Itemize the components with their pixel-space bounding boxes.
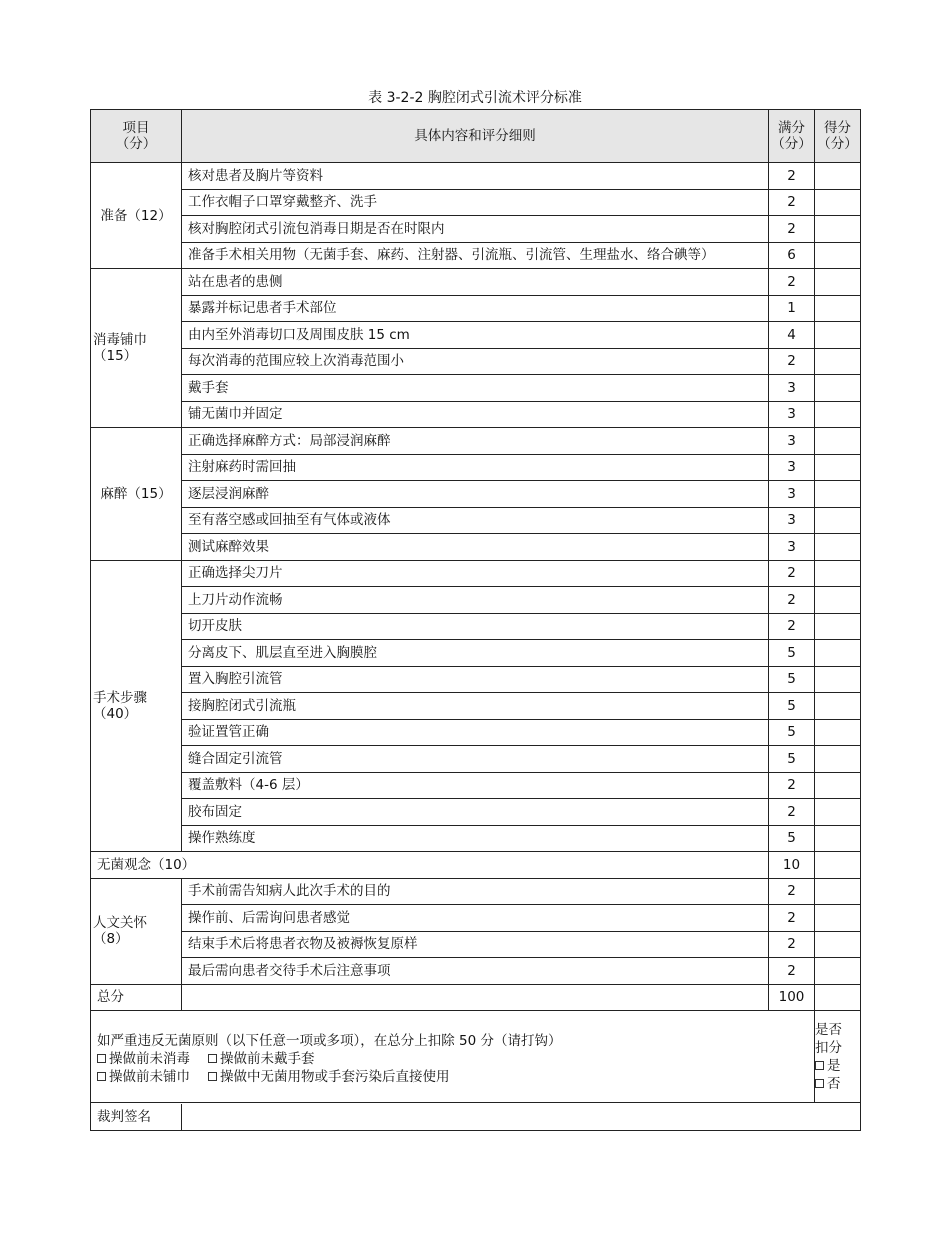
score-input-cell[interactable] (815, 640, 861, 667)
violation-options-line (97, 1050, 808, 1068)
criterion-text: 置入胸腔引流管 (182, 666, 769, 693)
score-input-cell[interactable] (815, 375, 861, 402)
full-score: 2 (769, 163, 815, 190)
full-score: 2 (769, 269, 815, 296)
header-content: 具体内容和评分细则 (182, 110, 769, 163)
judge-signature-field[interactable] (181, 1104, 860, 1130)
full-score: 2 (769, 878, 815, 905)
criterion-text: 站在患者的患侧 (182, 269, 769, 296)
table-row (91, 825, 861, 852)
criterion-text: 戴手套 (182, 375, 769, 402)
full-score: 5 (769, 825, 815, 852)
category-label: 麻醉（15） (100, 485, 172, 502)
category-label: 人文关怀（8） (93, 915, 147, 947)
violation-option[interactable] (208, 1069, 450, 1085)
criterion-text: 正确选择尖刀片 (182, 560, 769, 587)
criterion-text: 接胸腔闭式引流瓶 (182, 693, 769, 720)
full-score: 6 (769, 242, 815, 269)
criterion-text: 逐层浸润麻醉 (182, 481, 769, 508)
full-score: 5 (769, 666, 815, 693)
scoring-table (90, 109, 861, 1131)
header-row (91, 110, 861, 163)
criterion-text: 验证置管正确 (182, 719, 769, 746)
full-score: 2 (769, 587, 815, 614)
total-label: 总分 (91, 984, 182, 1011)
criterion-text: 胶布固定 (182, 799, 769, 826)
full-score: 2 (769, 931, 815, 958)
checkbox-icon[interactable] (815, 1061, 824, 1070)
table-caption: 表 3-2-2 胸腔闭式引流术评分标准 (368, 90, 582, 106)
criterion-text: 至有落空感或回抽至有气体或液体 (182, 507, 769, 534)
criterion-text: 核对患者及胸片等资料 (182, 163, 769, 190)
checkbox-icon[interactable] (208, 1054, 217, 1063)
criterion-text: 每次消毒的范围应较上次消毒范围小 (182, 348, 769, 375)
table-row (91, 905, 861, 932)
score-input-cell[interactable] (815, 454, 861, 481)
deduct-option-yes[interactable] (815, 1057, 860, 1075)
full-score: 2 (769, 958, 815, 985)
category-cell (91, 163, 182, 269)
violation-option-label: 操做前未消毒 (109, 1050, 190, 1067)
table-row (91, 454, 861, 481)
score-input-cell[interactable] (815, 746, 861, 773)
total-row (91, 984, 861, 1011)
criterion-text: 手术前需告知病人此次手术的目的 (182, 878, 769, 905)
full-score-total: 100 (769, 984, 815, 1011)
checkbox-icon[interactable] (97, 1072, 106, 1081)
score-input-cell[interactable] (815, 507, 861, 534)
full-score: 5 (769, 640, 815, 667)
score-input-cell[interactable] (815, 428, 861, 455)
criterion-text: 暴露并标记患者手术部位 (182, 295, 769, 322)
deduct-cell (815, 1011, 861, 1103)
table-row (91, 295, 861, 322)
score-input-cell[interactable] (815, 852, 861, 879)
aseptic-label: 无菌观念（10） (91, 852, 769, 879)
criterion-text: 准备手术相关用物（无菌手套、麻药、注射器、引流瓶、引流管、生理盐水、络合碘等） (182, 242, 769, 269)
criterion-text: 操作前、后需询问患者感觉 (182, 905, 769, 932)
violation-option[interactable] (97, 1069, 190, 1085)
score-input-cell[interactable] (815, 905, 861, 932)
header-score: 得分 （分） (815, 110, 861, 163)
violation-row (91, 1011, 861, 1103)
score-input-cell[interactable] (815, 534, 861, 561)
score-input-cell[interactable] (815, 560, 861, 587)
category-label: 手术步骤（40） (93, 689, 147, 722)
full-score: 5 (769, 746, 815, 773)
category-cell (91, 269, 182, 428)
full-score: 3 (769, 428, 815, 455)
deduct-option-label: 是 (827, 1057, 841, 1074)
table-row (91, 560, 861, 587)
score-input-cell[interactable] (815, 825, 861, 852)
deduct-option-no[interactable] (815, 1075, 860, 1093)
violation-options-line (97, 1068, 808, 1086)
score-input-cell[interactable] (815, 348, 861, 375)
checkbox-icon[interactable] (815, 1079, 824, 1088)
violation-option-label: 操做前未铺巾 (109, 1068, 190, 1085)
criterion-text: 工作衣帽子口罩穿戴整齐、洗手 (182, 189, 769, 216)
full-score: 2 (769, 348, 815, 375)
full-score: 2 (769, 772, 815, 799)
score-input-cell[interactable] (815, 481, 861, 508)
table-row (91, 242, 861, 269)
criterion-text: 正确选择麻醉方式：局部浸润麻醉 (182, 428, 769, 455)
category-label: 消毒铺巾（15） (93, 332, 147, 364)
table-row (91, 348, 861, 375)
score-input-cell[interactable] (815, 693, 861, 720)
score-input-cell[interactable] (815, 931, 861, 958)
violation-intro: 如严重违反无菌原则（以下任意一项或多项），在总分上扣除 50 分（请打钩） (97, 1032, 562, 1049)
score-input-cell[interactable] (815, 401, 861, 428)
score-input-cell[interactable] (815, 878, 861, 905)
full-score: 4 (769, 322, 815, 349)
full-score: 2 (769, 799, 815, 826)
table-row (91, 189, 861, 216)
table-row (91, 216, 861, 243)
score-input-cell[interactable] (815, 666, 861, 693)
deduct-label: 是否 (815, 1021, 842, 1038)
criterion-text: 最后需向患者交待手术后注意事项 (182, 958, 769, 985)
score-input-cell[interactable] (815, 163, 861, 190)
full-score: 3 (769, 375, 815, 402)
table-row (91, 534, 861, 561)
table-row (91, 746, 861, 773)
category-cell (91, 428, 182, 561)
score-input-cell[interactable] (815, 322, 861, 349)
category-cell (91, 878, 182, 984)
violation-option[interactable] (208, 1051, 315, 1067)
header-full: 满分 （分） (769, 110, 815, 163)
violation-option[interactable] (97, 1051, 190, 1067)
criterion-text: 铺无菌巾并固定 (182, 401, 769, 428)
table-row (91, 401, 861, 428)
criterion-text: 核对胸腔闭式引流包消毒日期是否在时限内 (182, 216, 769, 243)
deduct-option-label: 否 (827, 1075, 841, 1092)
criterion-text: 由内至外消毒切口及周围皮肤 15 cm (182, 322, 769, 349)
score-input-cell[interactable] (815, 269, 861, 296)
judge-label: 裁判签名 (91, 1104, 181, 1130)
checkbox-icon[interactable] (208, 1072, 217, 1081)
full-score: 2 (769, 613, 815, 640)
criterion-text: 上刀片动作流畅 (182, 587, 769, 614)
score-input-cell[interactable] (815, 958, 861, 985)
deduct-label: 扣分 (815, 1039, 842, 1056)
category-label: 准备（12） (100, 207, 172, 224)
score-input-cell[interactable] (815, 613, 861, 640)
full-score: 5 (769, 719, 815, 746)
table-row (91, 693, 861, 720)
table-row (91, 507, 861, 534)
total-blank (182, 984, 769, 1011)
full-score: 1 (769, 295, 815, 322)
full-score: 3 (769, 481, 815, 508)
full-score: 3 (769, 454, 815, 481)
table-row (91, 428, 861, 455)
table-row (91, 269, 861, 296)
full-score: 3 (769, 534, 815, 561)
table-row (91, 481, 861, 508)
score-input-cell[interactable] (815, 216, 861, 243)
score-input-cell[interactable] (815, 719, 861, 746)
table-row (91, 375, 861, 402)
score-input-cell[interactable] (815, 242, 861, 269)
full-score: 2 (769, 905, 815, 932)
full-score: 2 (769, 560, 815, 587)
score-total-cell[interactable] (815, 984, 861, 1011)
criterion-text: 切开皮肤 (182, 613, 769, 640)
table-row (91, 931, 861, 958)
aseptic-row (91, 852, 861, 879)
table-row (91, 640, 861, 667)
table-row (91, 163, 861, 190)
table-row (91, 587, 861, 614)
header-item: 项目 （分） (91, 110, 182, 163)
violation-option-label: 操做前未戴手套 (220, 1050, 315, 1067)
table-row (91, 719, 861, 746)
judge-cell (91, 1103, 861, 1131)
violation-option-label: 操做中无菌用物或手套污染后直接使用 (220, 1068, 450, 1085)
score-input-cell[interactable] (815, 799, 861, 826)
full-score: 2 (769, 216, 815, 243)
violation-cell (91, 1011, 815, 1103)
criterion-text: 分离皮下、肌层直至进入胸膜腔 (182, 640, 769, 667)
table-row (91, 322, 861, 349)
category-cell (91, 560, 182, 852)
table-row (91, 613, 861, 640)
score-input-cell[interactable] (815, 772, 861, 799)
table-row (91, 772, 861, 799)
criterion-text: 覆盖敷料（4-6 层） (182, 772, 769, 799)
criterion-text: 结束手术后将患者衣物及被褥恢复原样 (182, 931, 769, 958)
criterion-text: 测试麻醉效果 (182, 534, 769, 561)
full-score: 5 (769, 693, 815, 720)
score-input-cell[interactable] (815, 189, 861, 216)
full-score: 10 (769, 852, 815, 879)
judge-inner (91, 1104, 860, 1130)
table-row (91, 799, 861, 826)
score-input-cell[interactable] (815, 587, 861, 614)
table-row (91, 878, 861, 905)
table-row (91, 666, 861, 693)
full-score: 3 (769, 401, 815, 428)
table-row (91, 958, 861, 985)
full-score: 2 (769, 189, 815, 216)
criterion-text: 注射麻药时需回抽 (182, 454, 769, 481)
criterion-text: 操作熟练度 (182, 825, 769, 852)
criterion-text: 缝合固定引流管 (182, 746, 769, 773)
full-score: 3 (769, 507, 815, 534)
score-input-cell[interactable] (815, 295, 861, 322)
checkbox-icon[interactable] (97, 1054, 106, 1063)
judge-row (91, 1103, 861, 1131)
